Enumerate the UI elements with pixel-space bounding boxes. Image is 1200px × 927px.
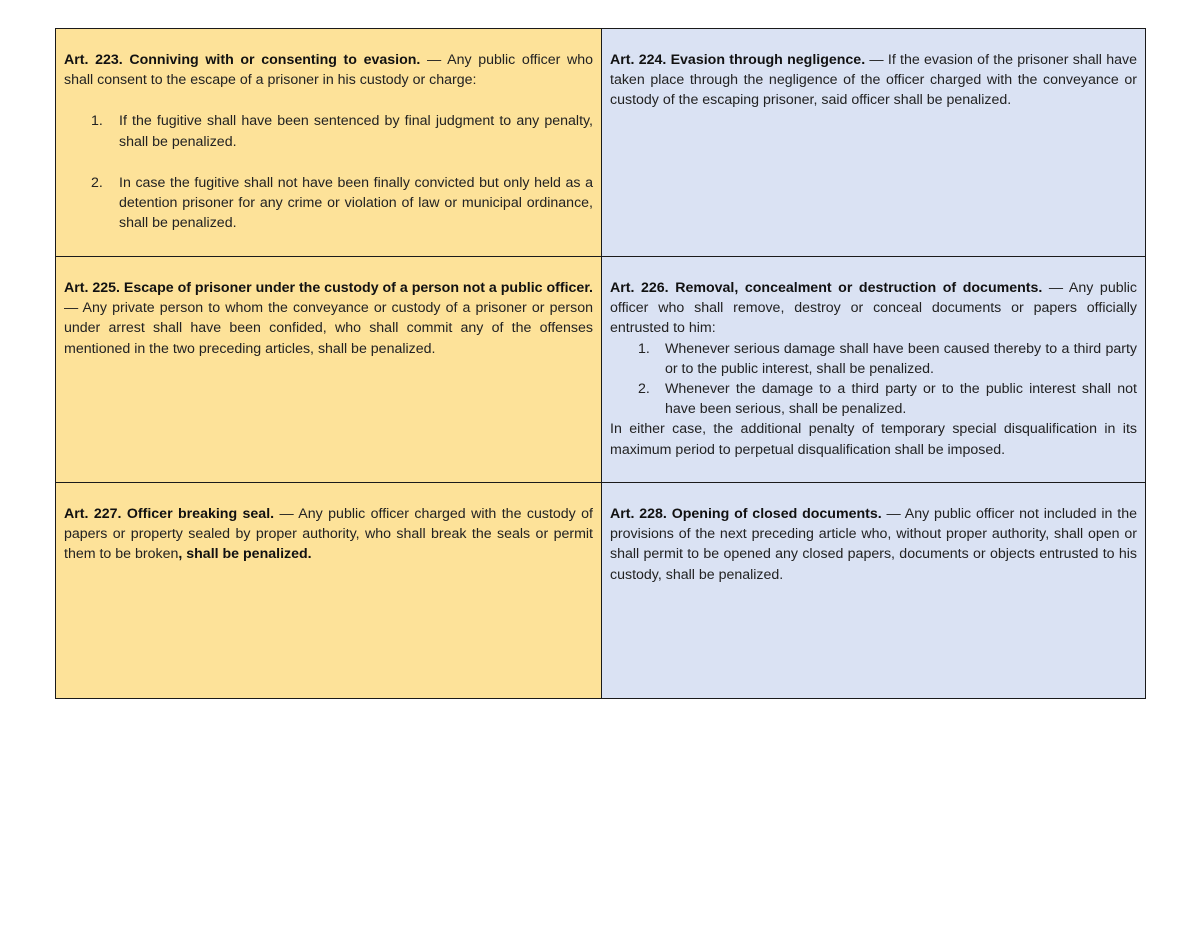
article-227-paragraph [64, 504, 593, 565]
article-227-tail: , shall be penalized. [178, 546, 312, 563]
article-224-body: — If the evasion of the prisoner shall have taken place through the negligence of the officer charged with the conveyance or custody of the escaping prisoner, said officer shall be penalized. [610, 52, 1137, 109]
article-224-paragraph [610, 50, 1137, 111]
article-228-cell [602, 483, 1145, 698]
article-226-note: In either case, the additional penalty of temporary special disqualification in its maximum period to perpetual disqualification shall be imposed. [610, 421, 1137, 458]
article-225-paragraph [64, 278, 593, 359]
article-226-list [610, 339, 1137, 420]
article-223-body: — Any public officer who shall consent to the escape of a prisoner in his custody or charge: [64, 52, 593, 89]
list-item-number: 1. [91, 113, 103, 130]
list-item [64, 111, 593, 151]
article-225-cell [56, 257, 602, 483]
article-227-cell [56, 483, 602, 698]
list-item [64, 173, 593, 234]
article-228-title: Art. 228. Opening of closed documents. [610, 506, 882, 522]
article-223-title: Art. 223. Conniving with or consenting to evasion. [64, 52, 421, 68]
article-224-title: Art. 224. Evasion through negligence. [610, 52, 866, 68]
list-item-text: In case the fugitive shall not have been finally convicted but only held as a detention prisoner for any crime or violation of law or municipal ordinance, shall be penalized. [119, 174, 593, 232]
article-223-list [64, 111, 593, 233]
article-227-title: Art. 227. Officer breaking seal. [64, 506, 275, 522]
article-223-paragraph [64, 50, 593, 90]
article-226-paragraph [610, 278, 1137, 339]
list-item-number: 1. [638, 340, 650, 357]
list-item-text: Whenever the damage to a third party or to the public interest shall not have been serious, shall be penalized. [665, 381, 1137, 418]
article-226-body: — Any public officer who shall remove, destroy or conceal documents or papers officially entrusted to him: [610, 280, 1137, 337]
article-228-paragraph [610, 504, 1137, 585]
list-item [610, 379, 1137, 419]
article-228-body: — Any public officer not included in the provisions of the next preceding article who, without proper authority, shall open or shall permit to be opened any closed papers, documents or objects entrusted to his custody, shall be penalized. [610, 506, 1137, 583]
list-item [610, 339, 1137, 379]
article-223-cell [56, 29, 602, 257]
article-224-cell [602, 29, 1145, 257]
article-227-body: — Any public officer charged with the custody of papers or property sealed by proper authority, who shall break the seals or permit them to be broken [64, 506, 593, 563]
list-item-text: If the fugitive shall have been sentenced by final judgment to any penalty, shall be penalized. [119, 113, 593, 150]
article-226-cell [602, 257, 1145, 483]
article-225-title: Art. 225. Escape of prisoner under the custody of a person not a public officer. [64, 280, 593, 296]
list-item-number: 2. [638, 381, 650, 398]
article-226-title: Art. 226. Removal, concealment or destruction of documents. [610, 280, 1043, 296]
list-item-text: Whenever serious damage shall have been caused thereby to a third party or to the public interest, shall be penalized. [665, 340, 1137, 377]
list-item-number: 2. [91, 174, 103, 191]
articles-table [55, 28, 1146, 699]
article-225-body: — Any private person to whom the conveyance or custody of a prisoner or person under arrest shall have been confided, who shall commit any of the offenses mentioned in the two preceding articles, shall be penalized. [64, 300, 593, 357]
